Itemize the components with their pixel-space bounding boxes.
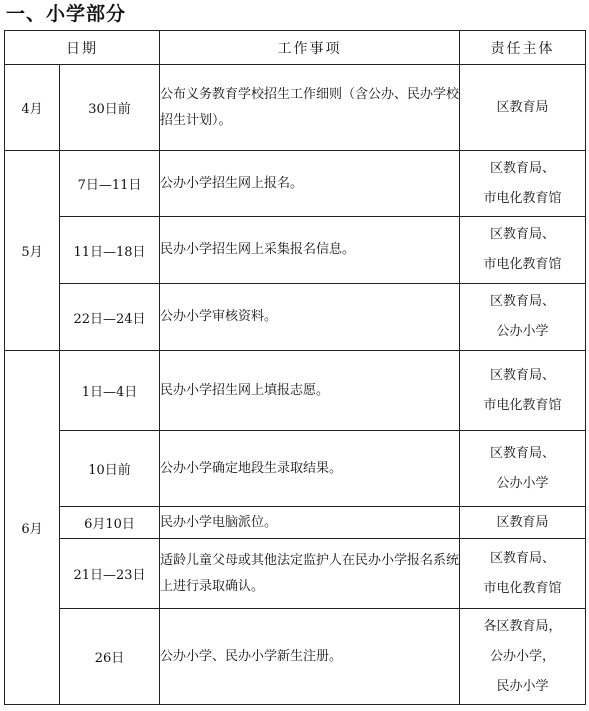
table-row [5,217,586,284]
date-cell: 11日—18日 [60,217,160,284]
responsible-cell [460,284,586,351]
responsible-line: 区教育局、 [489,367,555,383]
responsible-line: 市电化教育馆 [483,580,562,596]
task-cell: 公办小学招生网上报名。 [160,151,460,217]
responsible-cell [460,351,586,431]
responsible-line: 民办小学 [496,678,549,694]
enrollment-schedule-table [4,30,586,705]
responsible-line: 区教育局、 [489,294,555,309]
responsible-cell [460,151,586,217]
responsible-line: 市电化教育馆 [483,397,562,413]
date-cell: 21日—23日 [60,539,160,609]
table-row [5,351,586,431]
responsible-line: 公办小学 [496,324,549,339]
responsible-line: 公办小学， [489,648,555,664]
table-row [5,609,586,705]
responsible-cell [460,217,586,284]
task-cell: 公布义务教育学校招生工作细则（含公办、民办学校招生计划）。 [160,65,460,151]
responsible-line: 区教育局、 [489,445,555,461]
responsible-line: 市电化教育馆 [483,190,562,206]
date-cell: 1日—4日 [60,351,160,431]
date-cell: 6月10日 [60,507,160,539]
table-row [5,284,586,351]
section-title: 一、小学部分 [6,3,127,25]
table-row [5,431,586,507]
month-cell: 6月 [5,351,60,705]
task-cell: 公办小学确定地段生录取结果。 [160,431,460,507]
responsible-cell [460,507,586,539]
table-row [5,151,586,217]
task-cell: 民办小学电脑派位。 [160,507,460,539]
responsible-line: 区教育局 [496,514,549,530]
responsible-cell [460,539,586,609]
task-cell: 公办小学审核资料。 [160,284,460,351]
table-row [5,539,586,609]
responsible-line: 区教育局、 [489,550,555,566]
responsible-cell [460,431,586,507]
table-row [5,507,586,539]
responsible-cell [460,65,586,151]
responsible-line: 区教育局、 [489,160,555,176]
date-cell: 10日前 [60,431,160,507]
responsible-line: 各区教育局， [483,618,562,634]
responsible-line: 区教育局 [496,99,549,115]
header-task: 工作事项 [160,31,460,65]
responsible-line: 区教育局、 [489,227,555,242]
month-cell: 5月 [5,151,60,351]
table-header-row [5,31,586,65]
date-cell: 30日前 [60,65,160,151]
month-cell: 4月 [5,65,60,151]
task-cell: 适龄儿童父母或其他法定监护人在民办小学报名系统上进行录取确认。 [160,539,460,609]
responsible-line: 市电化教育馆 [483,257,562,272]
date-cell: 7日—11日 [60,151,160,217]
header-date: 日期 [5,31,160,65]
task-cell: 民办小学招生网上填报志愿。 [160,351,460,431]
date-cell: 22日—24日 [60,284,160,351]
task-cell: 民办小学招生网上采集报名信息。 [160,217,460,284]
date-cell: 26日 [60,609,160,705]
task-cell: 公办小学、民办小学新生注册。 [160,609,460,705]
header-responsible: 责任主体 [460,31,586,65]
responsible-line: 公办小学 [496,475,549,491]
table-row [5,65,586,151]
responsible-cell [460,609,586,705]
